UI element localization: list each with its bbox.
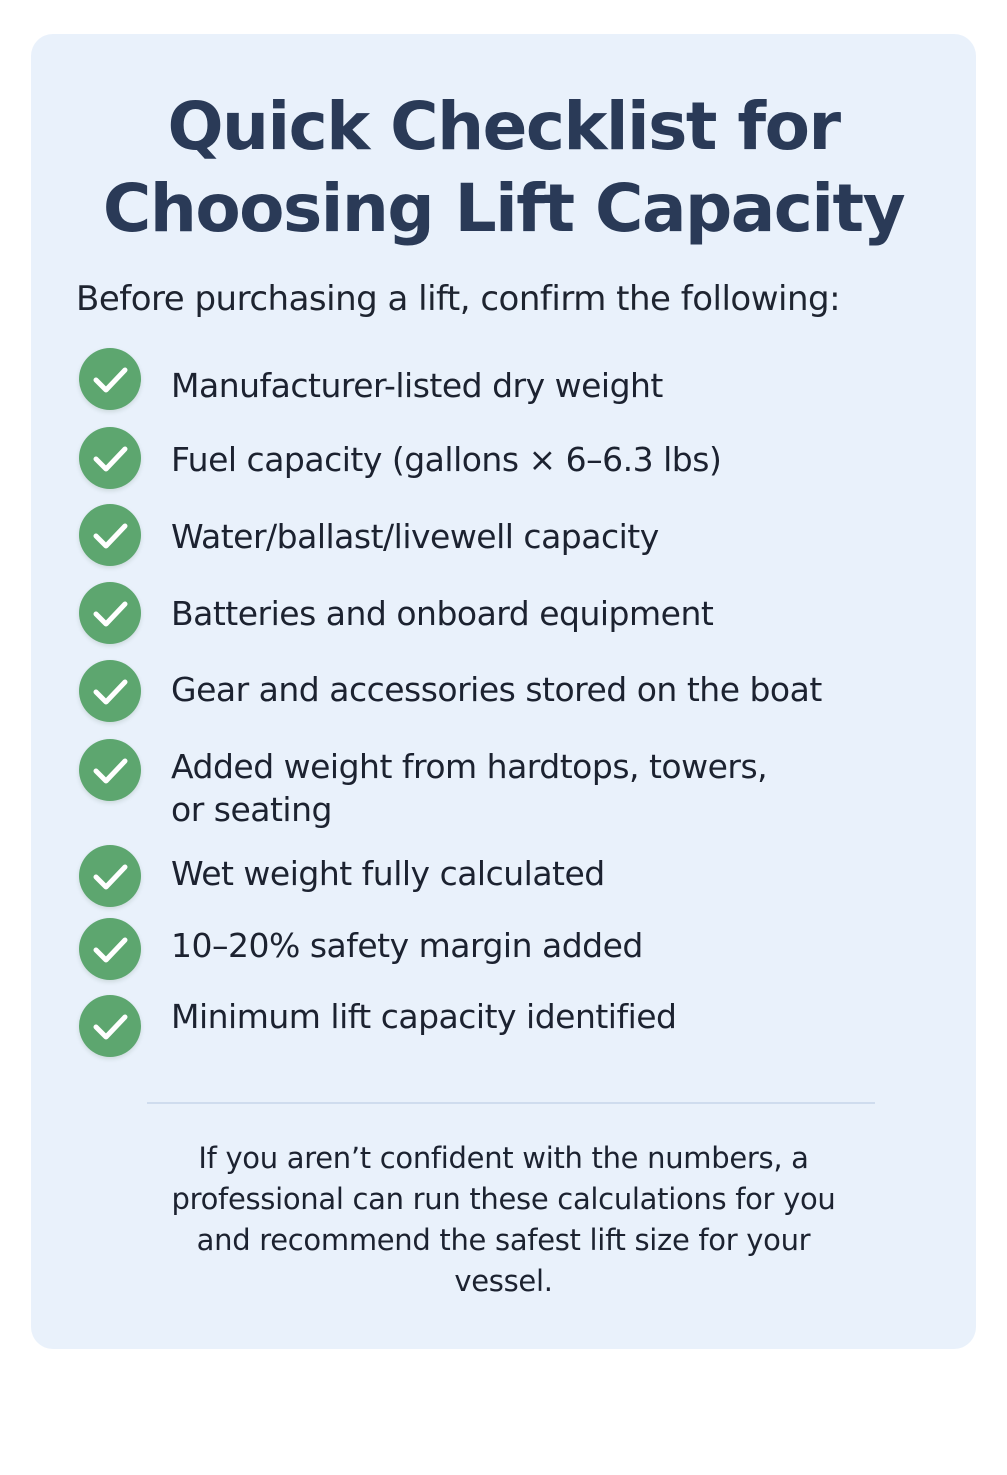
- check-circle-icon: [79, 348, 141, 410]
- footer-line-1: If you aren’t confident with the numbers, a: [198, 1141, 809, 1175]
- footer-note: [101, 1138, 906, 1302]
- page-title: [31, 86, 976, 250]
- check-circle-icon: [79, 582, 141, 644]
- divider: [147, 1102, 875, 1104]
- checklist-item-label: 10–20% safety margin added: [171, 926, 643, 965]
- title-line-1: Quick Checklist for: [167, 88, 840, 165]
- footer-line-2: professional can run these calculations for you: [171, 1182, 836, 1216]
- checklist-item-label: Wet weight fully calculated: [171, 854, 605, 893]
- check-circle-icon: [79, 845, 141, 907]
- checklist-item-label: Manufacturer-listed dry weight: [171, 366, 663, 405]
- checklist-card: [31, 34, 976, 1349]
- title-line-2: Choosing Lift Capacity: [102, 170, 905, 247]
- checklist-item-label-line-2: or seating: [171, 790, 332, 829]
- check-circle-icon: [79, 918, 141, 980]
- checklist-item-label: Gear and accessories stored on the boat: [171, 670, 822, 709]
- check-circle-icon: [79, 739, 141, 801]
- checklist-item-label: Water/ballast/livewell capacity: [171, 517, 659, 556]
- intro-text: Before purchasing a lift, confirm the following:: [76, 279, 841, 319]
- checklist-item-label: Fuel capacity (gallons × 6–6.3 lbs): [171, 440, 722, 479]
- footer-line-4: vessel.: [454, 1264, 553, 1298]
- footer-line-3: and recommend the safest lift size for your: [196, 1223, 811, 1257]
- checklist-item-label: Minimum lift capacity identified: [171, 997, 677, 1036]
- check-circle-icon: [79, 660, 141, 722]
- check-circle-icon: [79, 427, 141, 489]
- check-circle-icon: [79, 504, 141, 566]
- checklist-item-label: [171, 745, 891, 831]
- check-circle-icon: [79, 995, 141, 1057]
- checklist-item-label: Batteries and onboard equipment: [171, 594, 714, 633]
- checklist-item-label-line-1: Added weight from hardtops, towers,: [171, 747, 768, 786]
